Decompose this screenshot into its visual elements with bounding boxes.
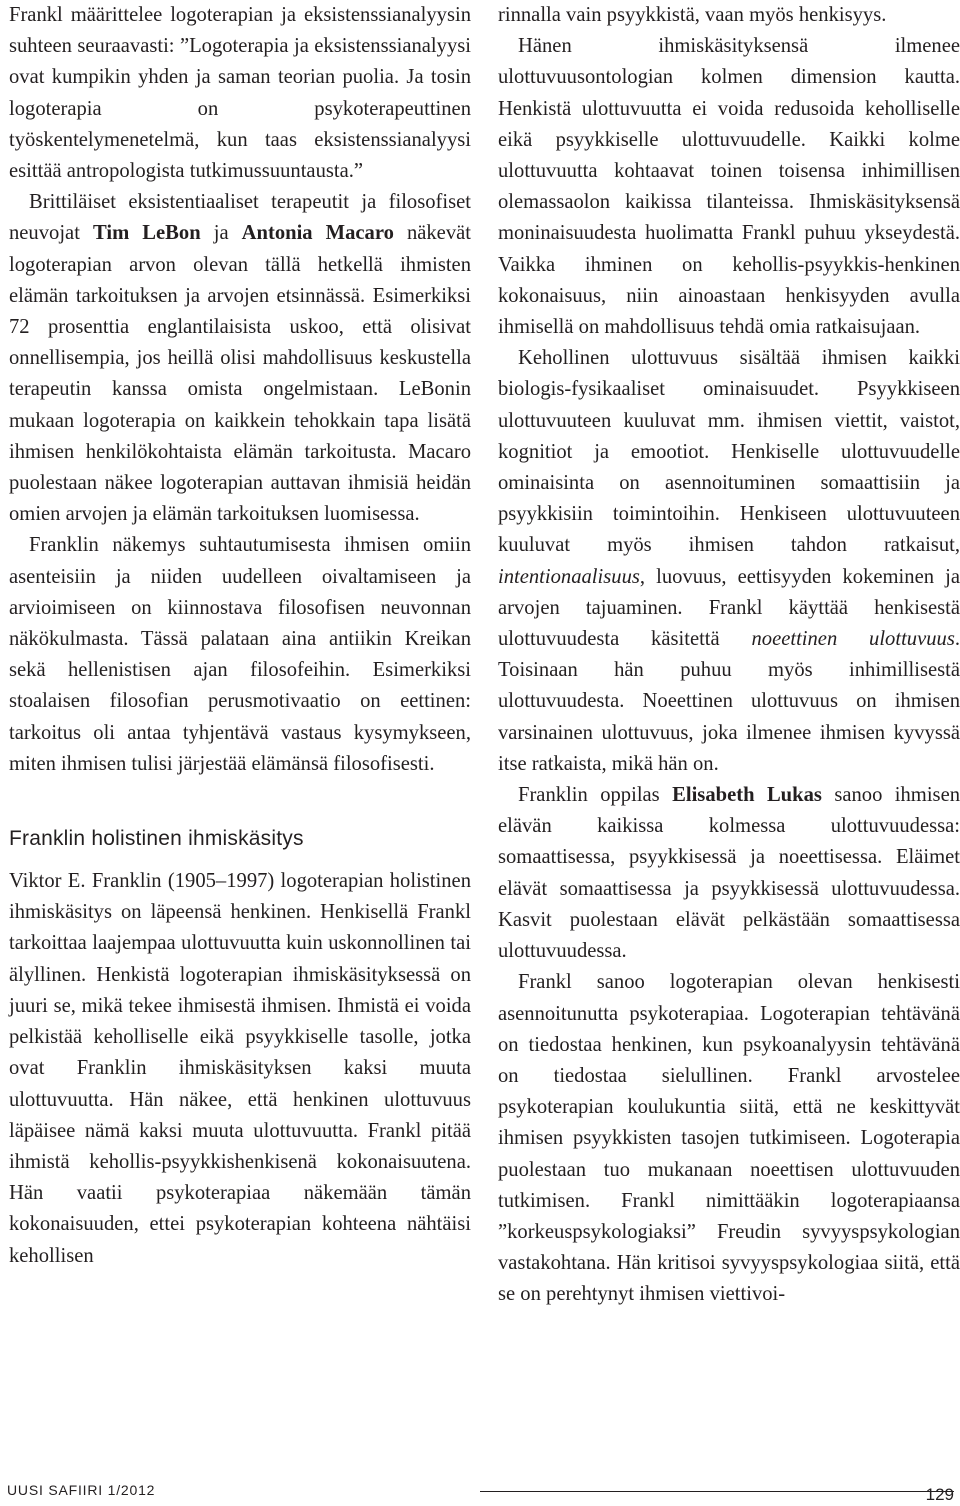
paragraph: Viktor E. Franklin (1905–1997) logoterapian holistinen ihmiskäsitys on läpeensä henkinen. Henkisellä Frankl tarkoittaa laajempaa ulottuvuutta kuin uskonnollinen tai älyllinen. Henkistä logoterapian ihmiskäsityksessä on juuri se, mikä tekee ihmisestä ihmisen. Ihmistä ei voida pelkistää keholliselle eikä psyykkiselle tasolle, jotka ovat Franklin ihmiskäsityksen kaksi muuta ulottuvuutta. Hän näkee, että henkinen ulottuvuus läpäisee nämä kaksi muuta ulottuvuutta. Frankl pitää ihmistä kehollis-psyykkishenkisenä kokonaisuutena. Hän vaatii psykoterapiaa näkemään tämän kokonaisuuden, ettei psykoterapian kohteena nähtäisi kehollisen	[9, 870, 471, 1267]
magazine-footer: UUSI SAFIIRI 1/2012	[7, 1482, 156, 1498]
italic-term: noeettinen ulottuvuus	[751, 628, 955, 651]
paragraph	[498, 343, 960, 780]
text-run: sanoo ihmisen elävän kaikissa kolmessa ulottuvuudessa: somaattisessa, psyykkisessä ja noeettisessa. Eläimet elävät somaattisessa ja psyykkisessä ulottuvuudessa. Kasvit puolestaan elävät pelkästään somaattisessa ulottuvuudessa.	[498, 784, 960, 963]
right-column	[498, 0, 960, 1311]
text-run: . Toisinaan hän puhuu myös inhimillisestä ulottuvuudesta. Noeettinen ulottuvuus on ihmisen varsinainen ulottuvuus, joka ilmenee ihmisen kyvyssä itse ratkaista, mikä hän on.	[498, 628, 960, 775]
paragraph	[498, 780, 960, 967]
section-heading: Franklin holistinen ihmiskäsitys	[9, 827, 304, 851]
paragraph: Hänen ihmiskäsityksensä ilmenee ulottuvuusontologian kolmen dimension kautta. Henkistä ulottuvuutta ei voida redusoida keholliselle eikä psyykkiselle ulottuvuudelle. Kaikki kolme ulottuvuutta kohtaavat toinen toisensa inhimillisen olemassaolon kaikissa tilanteissa. Ihmiskäsityksensä moninaisuudesta huolimatta Frankl puhuu ykseydestä. Vaikka ihminen on kehollis-psyykkis-henkinen kokonaisuus, niin ainoastaan henkisyyden avulla ihmisellä on mahdollisuus tehdä omia ratkaisujaan.	[498, 35, 960, 339]
paragraph: Frankl määrittelee logoterapian ja eksistenssianalyysin suhteen seuraavasti: ”Logoterapia ja eksistenssianalyysi ovat kumpikin yhden ja saman teorian puolia. Ja tosin logoterapia on psykoterapeuttinen työskentelymenetelmä, kun taas eksistenssianalyysi esittää antropologista tutkimussuuntausta.”	[9, 4, 471, 183]
text-run: Franklin oppilas	[518, 784, 673, 807]
paragraph: rinnalla vain psyykkistä, vaan myös henkisyys.	[498, 4, 887, 26]
text-run: , luovuus, eettisyyden kokeminen ja arvojen tajuaminen. Frankl käyttää henkisestä ulottuvuudesta käsitettä	[498, 565, 960, 651]
text-run: Kehollinen ulottuvuus sisältää ihmisen kaikki biologis-fysikaaliset ominaisuudet. Psyykkiseen ulottuvuuteen kuuluvat mm. ihmisen viettit, vaistot, kognitiot ja emootiot. Henkiselle ulottuvuudelle ominaisinta on asennoituminen somaattisiin ja psyykkisiin toimintoihin. Henkiseen ulottuvuuteen kuuluvat myös ihmisen tahdon ratkaisut,	[498, 347, 960, 557]
text-run: näkevät logoterapian arvon olevan tällä hetkellä ihmisten elämän tarkoituksen ja arvojen etsinnässä. Esimerkiksi 72 prosenttia englantilaisista uskoo, että olisivat onnellisempia, jos heillä olisi mahdollisuus keskustella terapeutin kanssa omista ongelmistaan. LeBonin mukaan logoterapia on kaikkein tehokkain tapa lisätä ihmisen henkilökohtaista elämän tarkoitusta. Macaro puolestaan näkee logoterapian auttavan ihmisiä heidän omien arvojen ja elämän tarkoituksen luomisessa.	[9, 222, 471, 526]
text-run: Brittiläiset eksistentiaaliset terapeutit ja filosofiset neuvojat	[9, 191, 471, 245]
paragraph: Franklin näkemys suhtautumisesta ihmisen omiin asenteisiin ja niiden uudelleen oivaltamiseen ja arvioimiseen on kiinnostava filosofisen neuvonnan näkökulmasta. Tässä palataan aina antiikin Kreikan sekä hellenistisen ajan filosofeihin. Esimerkiksi stoalaisen filosofian perusmotivaatio on eettinen: tarkoitus oli antaa tyhjentävä vastaus kysymykseen, miten ihmisen tulisi järjestää elämänsä filosofisesti.	[9, 534, 471, 775]
page-number: 129	[925, 1485, 954, 1504]
left-column	[9, 0, 471, 1272]
person-name: Antonia Macaro	[241, 222, 394, 245]
text-run: ja	[200, 222, 242, 245]
paragraph: Frankl sanoo logoterapian olevan henkisesti asennoitunutta psykoterapiaa. Logoterapian tehtävänä on tiedostaa henkinen, kun psykoanalyysin tehtävänä on tiedostaa sielullinen. Frankl arvostelee psykoterapian koulukuntia siitä, että ne keskittyvät ihmisen psyykkisten tasojen tutkimiseen. Logoterapia puolestaan tuo mukanaan noeettisen ulottuvuuden tutkimisen. Frankl nimittääkin logoterapiaansa ”korkeuspsykologiaksi” Freudin syvyyspsykologian vastakohtana. Hän kritisoi syvyyspsykologiaa siitä, että se on perehtynyt ihmisen viettivoi-	[498, 971, 960, 1306]
paragraph	[9, 187, 471, 530]
person-name: Elisabeth Lukas	[672, 784, 822, 807]
person-name: Tim LeBon	[92, 222, 201, 245]
footer-rule	[480, 1491, 954, 1492]
italic-term: intentionaalisuus	[498, 565, 640, 588]
